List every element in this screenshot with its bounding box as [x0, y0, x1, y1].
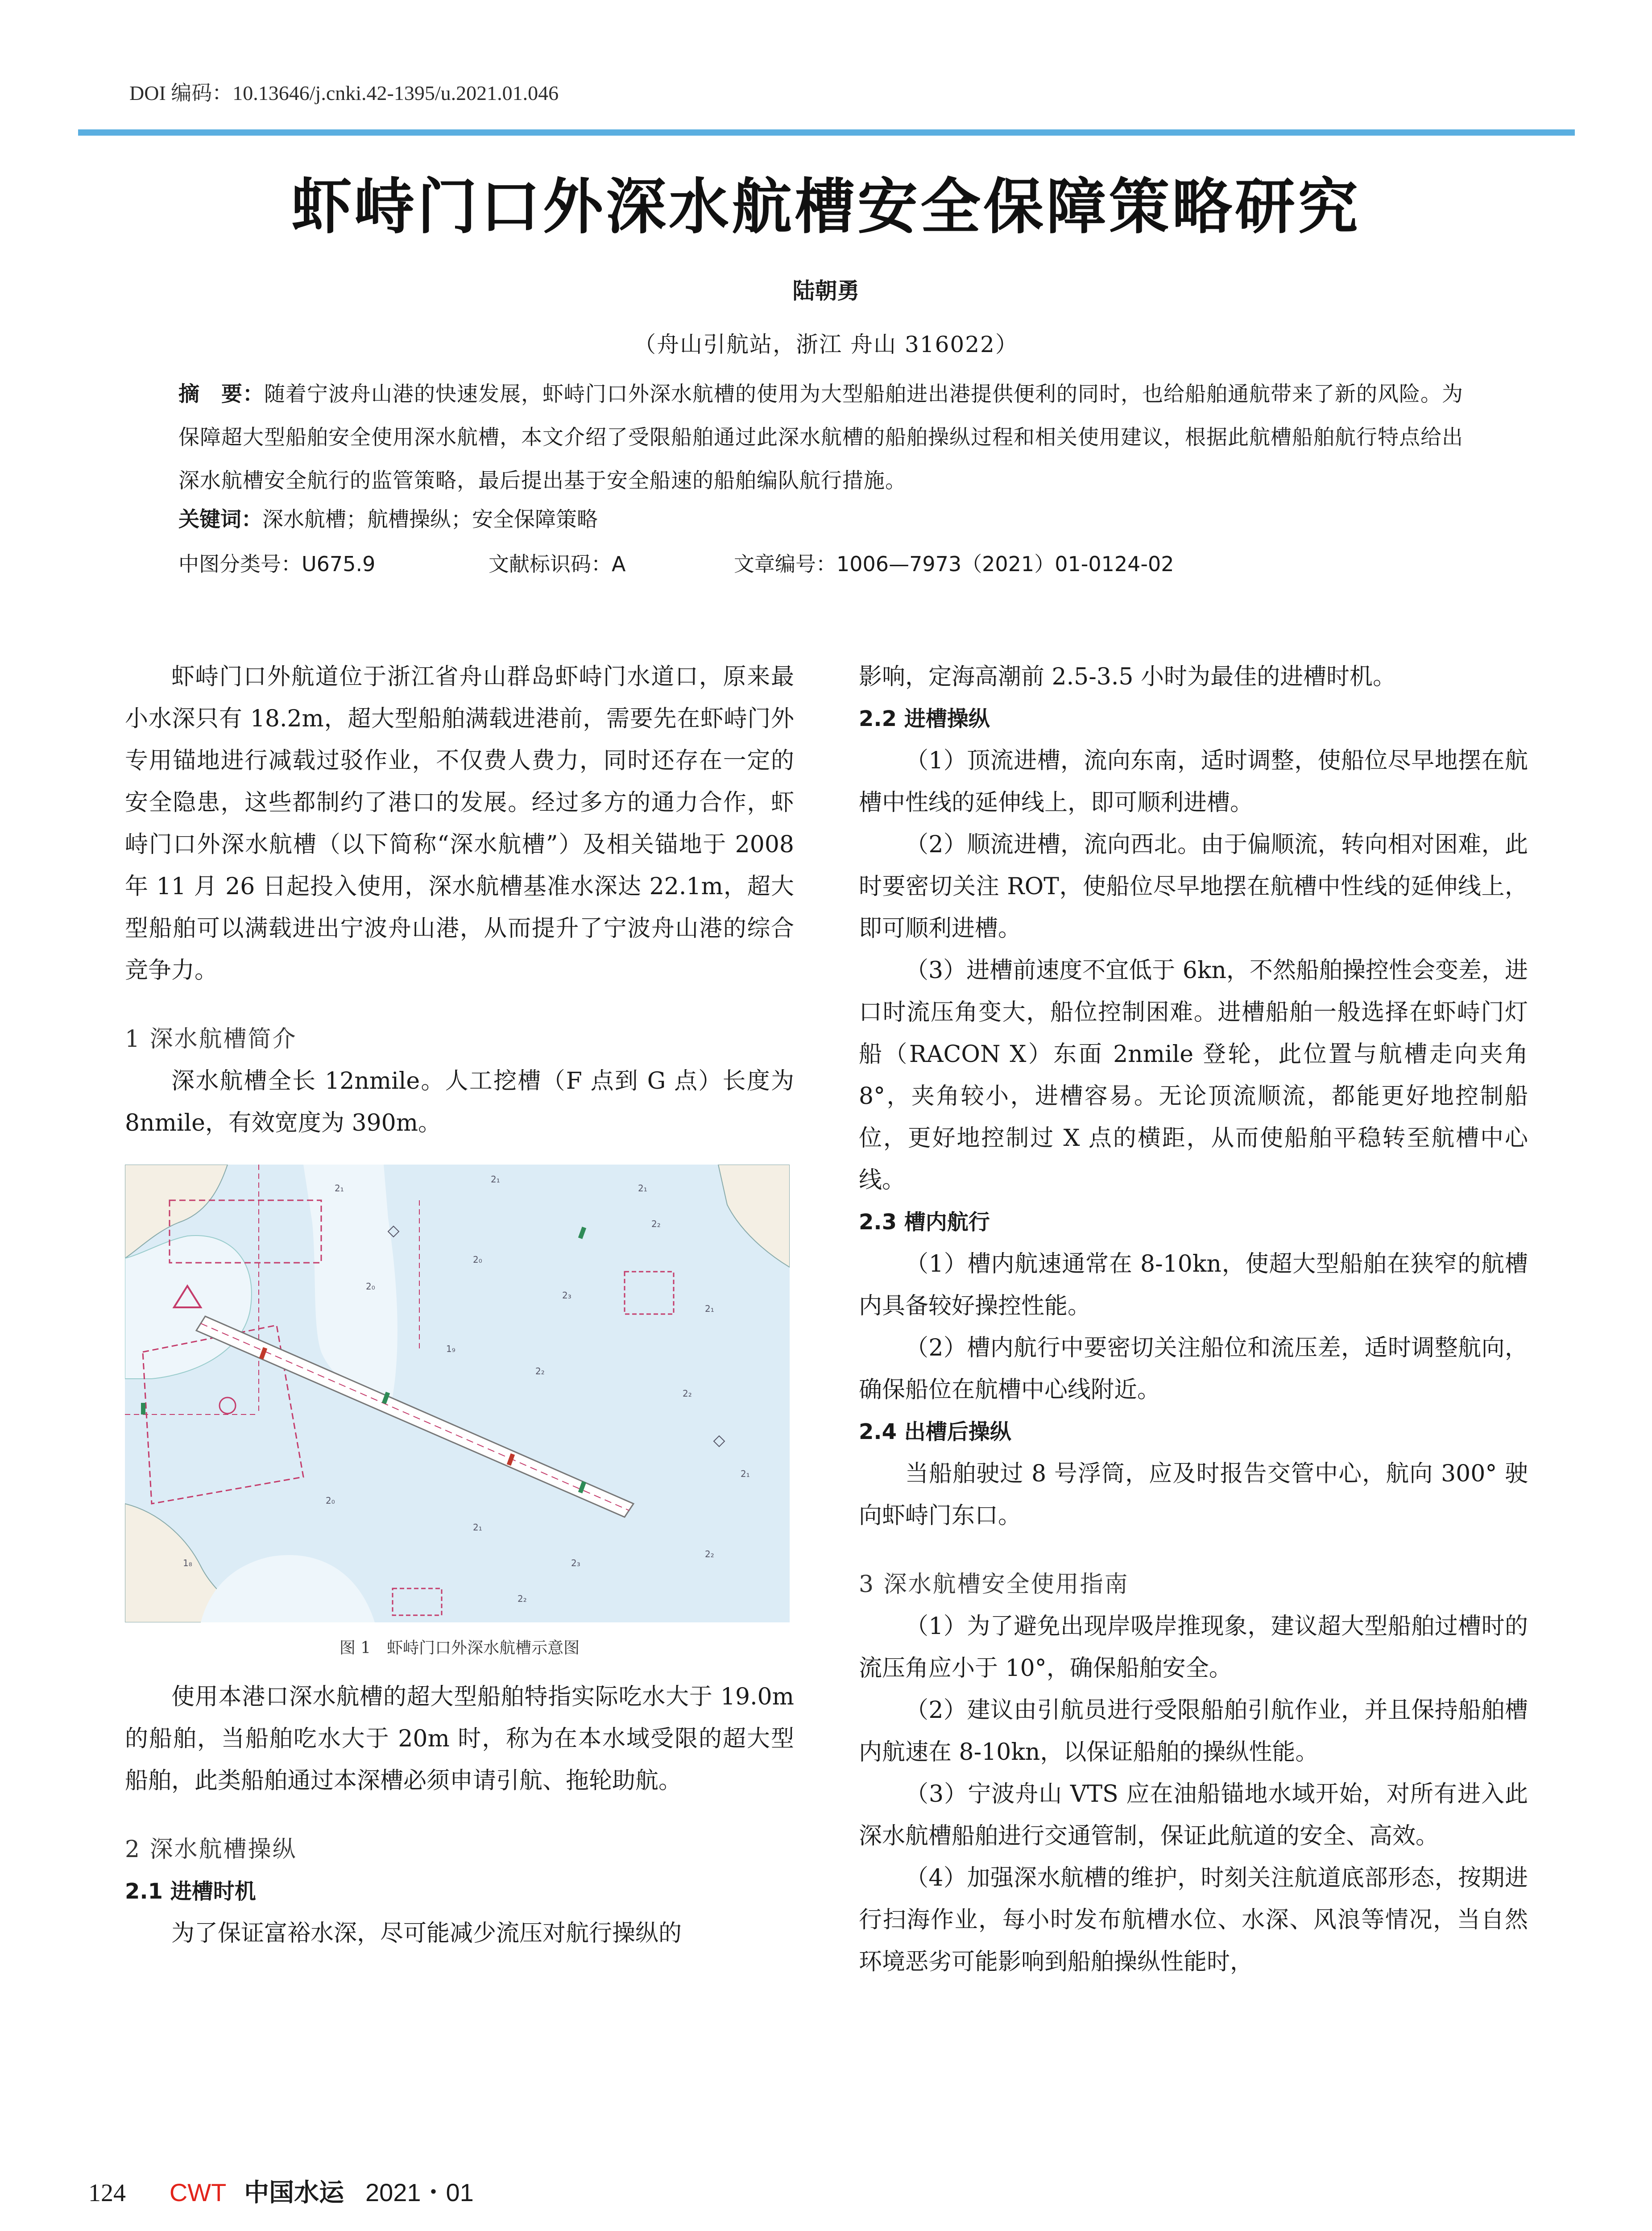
channel-map-figure	[125, 1165, 790, 1622]
svg-text:2₁: 2₁	[638, 1183, 647, 1194]
svg-text:1₈: 1₈	[183, 1558, 192, 1568]
svg-text:2₂: 2₂	[683, 1388, 692, 1399]
svg-text:2₂: 2₂	[518, 1593, 527, 1604]
section-3-heading: 3 深水航槽安全使用指南	[859, 1571, 1129, 1598]
figure-caption: 图 1 虾峙门口外深水航槽示意图	[339, 1639, 580, 1657]
section-2-4-text: 当船舶驶过 8 号浮筒，应及时报告交管中心，航向 300° 驶向虾峙门东口。	[859, 1460, 1528, 1529]
svg-text:2₀: 2₀	[326, 1495, 335, 1506]
svg-text:2₁: 2₁	[335, 1183, 344, 1194]
svg-text:2₃: 2₃	[571, 1558, 580, 1568]
section-1-heading: 1 深水航槽简介	[125, 1026, 297, 1053]
svg-text:2₁: 2₁	[705, 1303, 714, 1314]
section-1-text: 深水航槽全长 12nmile。人工挖槽（F 点到 G 点）长度为 8nmile，有效宽度为 390m。	[125, 1068, 794, 1136]
section-2-heading: 2 深水航槽操纵	[125, 1836, 297, 1863]
abstract-label: 摘 要：	[178, 382, 264, 406]
section-2-3-heading: 2.3 槽内航行	[859, 1210, 990, 1235]
continuation-text: 影响，定海高潮前 2.5-3.5 小时为最佳的进槽时机。	[859, 663, 1396, 690]
svg-text:2₂: 2₂	[535, 1366, 545, 1377]
svg-text:2₂: 2₂	[705, 1549, 714, 1559]
section-3-item-3: （3）宁波舟山 VTS 应在油船锚地水域开始，对所有进入此深水航槽船舶进行交通管制，保证此航道的安全、高效。	[859, 1781, 1528, 1849]
svg-text:2₂: 2₂	[651, 1219, 661, 1229]
section-3-item-4: （4）加强深水航槽的维护，时刻关注航道底部形态，按期进行扫海作业，每小时发布航槽水位、水深、风浪等情况，当自然环境恶劣可能影响到船舶操纵性能时，	[859, 1865, 1528, 1975]
paper-title: 虾峙门口外深水航槽安全保障策略研究	[291, 171, 1361, 242]
issue-number: 2021・01	[365, 2178, 474, 2206]
svg-text:1₉: 1₉	[446, 1344, 455, 1354]
after-figure-paragraph: 使用本港口深水航槽的超大型船舶特指实际吃水大于 19.0m 的船舶，当船舶吃水大于 20m 时，称为在本水域受限的超大型船舶，此类船舶通过本深槽必须申请引航、拖轮助航。	[125, 1684, 794, 1794]
affiliation: （舟山引航站，浙江 舟山 316022）	[633, 332, 1019, 357]
section-2-3-item-1: （1）槽内航速通常在 8-10kn，使超大型船舶在狭窄的航槽内具备较好操控性能。	[859, 1251, 1528, 1319]
journal-name: 中国水运	[244, 2178, 344, 2207]
document-code: 文献标识码：A	[489, 552, 626, 576]
svg-text:2₁: 2₁	[741, 1468, 750, 1479]
keywords-text: 深水航槽；航槽操纵；安全保障策略	[262, 507, 598, 532]
keywords	[178, 503, 598, 533]
section-2-1-text: 为了保证富裕水深，尽可能减少流压对航行操纵的	[171, 1920, 682, 1947]
section-2-2-heading: 2.2 进槽操纵	[859, 706, 990, 731]
section-2-3-item-2: （2）槽内航行中要密切关注船位和流压差，适时调整航向，确保船位在航槽中心线附近。	[859, 1335, 1528, 1403]
abstract-text: 随着宁波舟山港的快速发展，虾峙门口外深水航槽的使用为大型船舶进出港提供便利的同时，也给船舶通航带来了新的风险。为保障超大型船舶安全使用深水航槽，本文介绍了受限船舶通过此深水航槽的船舶操纵过程和相关使用建议，根据此航槽船舶航行特点给出深水航槽安全航行的监管策略，最后提出基于安全船速的船舶编队航行措施。	[178, 382, 1463, 493]
svg-text:2₀: 2₀	[366, 1281, 375, 1292]
left-column	[125, 656, 794, 1954]
section-2-2-item-3: （3）进槽前速度不宜低于 6kn，不然船舶操控性会变差，进口时流压角变大，船位控制困难。进槽船舶一般选择在虾峙门灯船（RACON X）东面 2nmile 登轮，此位置与航槽走向夹角 8°，夹角较小，进槽容易。无论顶流顺流，都能更好地控制船位，更好地控制过 X 点的横距，从而使船舶平稳转至航槽中心线。	[859, 957, 1528, 1194]
section-2-4-heading: 2.4 出槽后操纵	[859, 1419, 1011, 1444]
header-rule	[78, 129, 1575, 136]
article-number: 文章编号：1006—7973（2021）01-0124-02	[734, 552, 1174, 576]
svg-text:2₁: 2₁	[473, 1522, 482, 1533]
right-column	[859, 656, 1528, 1983]
abstract	[178, 373, 1477, 502]
doi-line: DOI 编码：10.13646/j.cnki.42-1395/u.2021.01.046	[129, 82, 559, 104]
section-2-2-item-2: （2）顺流进槽，流向西北。由于偏顺流，转向相对困难，此时要密切关注 ROT，使船位尽早地摆在航槽中性线的延伸线上，即可顺利进槽。	[859, 831, 1528, 942]
section-2-1-heading: 2.1 进槽时机	[125, 1879, 256, 1904]
page-number: 124	[88, 2179, 126, 2207]
svg-text:2₁: 2₁	[491, 1174, 500, 1185]
svg-text:2₀: 2₀	[473, 1254, 482, 1265]
author: 陆朝勇	[792, 278, 860, 304]
page-footer	[88, 2173, 474, 2209]
keywords-label: 关键词：	[178, 507, 262, 532]
intro-paragraph: 虾峙门口外航道位于浙江省舟山群岛虾峙门水道口，原来最小水深只有 18.2m，超大型船舶满载进港前，需要先在虾峙门外专用锚地进行减载过驳作业，不仅费人费力，同时还存在一定的安全隐患，这些都制约了港口的发展。经过多方的通力合作，虾峙门口外深水航槽（以下简称“深水航槽”）及相关锚地于 2008 年 11 月 26 日起投入使用，深水航槽基准水深达 22.1m，超大型船舶可以满载进出宁波舟山港，从而提升了宁波舟山港的综合竞争力。	[125, 663, 794, 984]
section-3-item-1: （1）为了避免出现岸吸岸推现象，建议超大型船舶过槽时的流压角应小于 10°，确保船舶安全。	[859, 1613, 1528, 1682]
section-2-2-item-1: （1）顶流进槽，流向东南，适时调整，使船位尽早地摆在航槽中性线的延伸线上，即可顺利进槽。	[859, 747, 1528, 816]
chart-map	[125, 1165, 790, 1622]
journal-logo: CWT	[169, 2178, 227, 2206]
section-3-item-2: （2）建议由引航员进行受限船舶引航作业，并且保持船舶槽内航速在 8-10kn，以保证船舶的操纵性能。	[859, 1697, 1528, 1766]
clc-number: 中图分类号：U675.9	[178, 552, 376, 576]
svg-text:2₃: 2₃	[562, 1290, 571, 1301]
